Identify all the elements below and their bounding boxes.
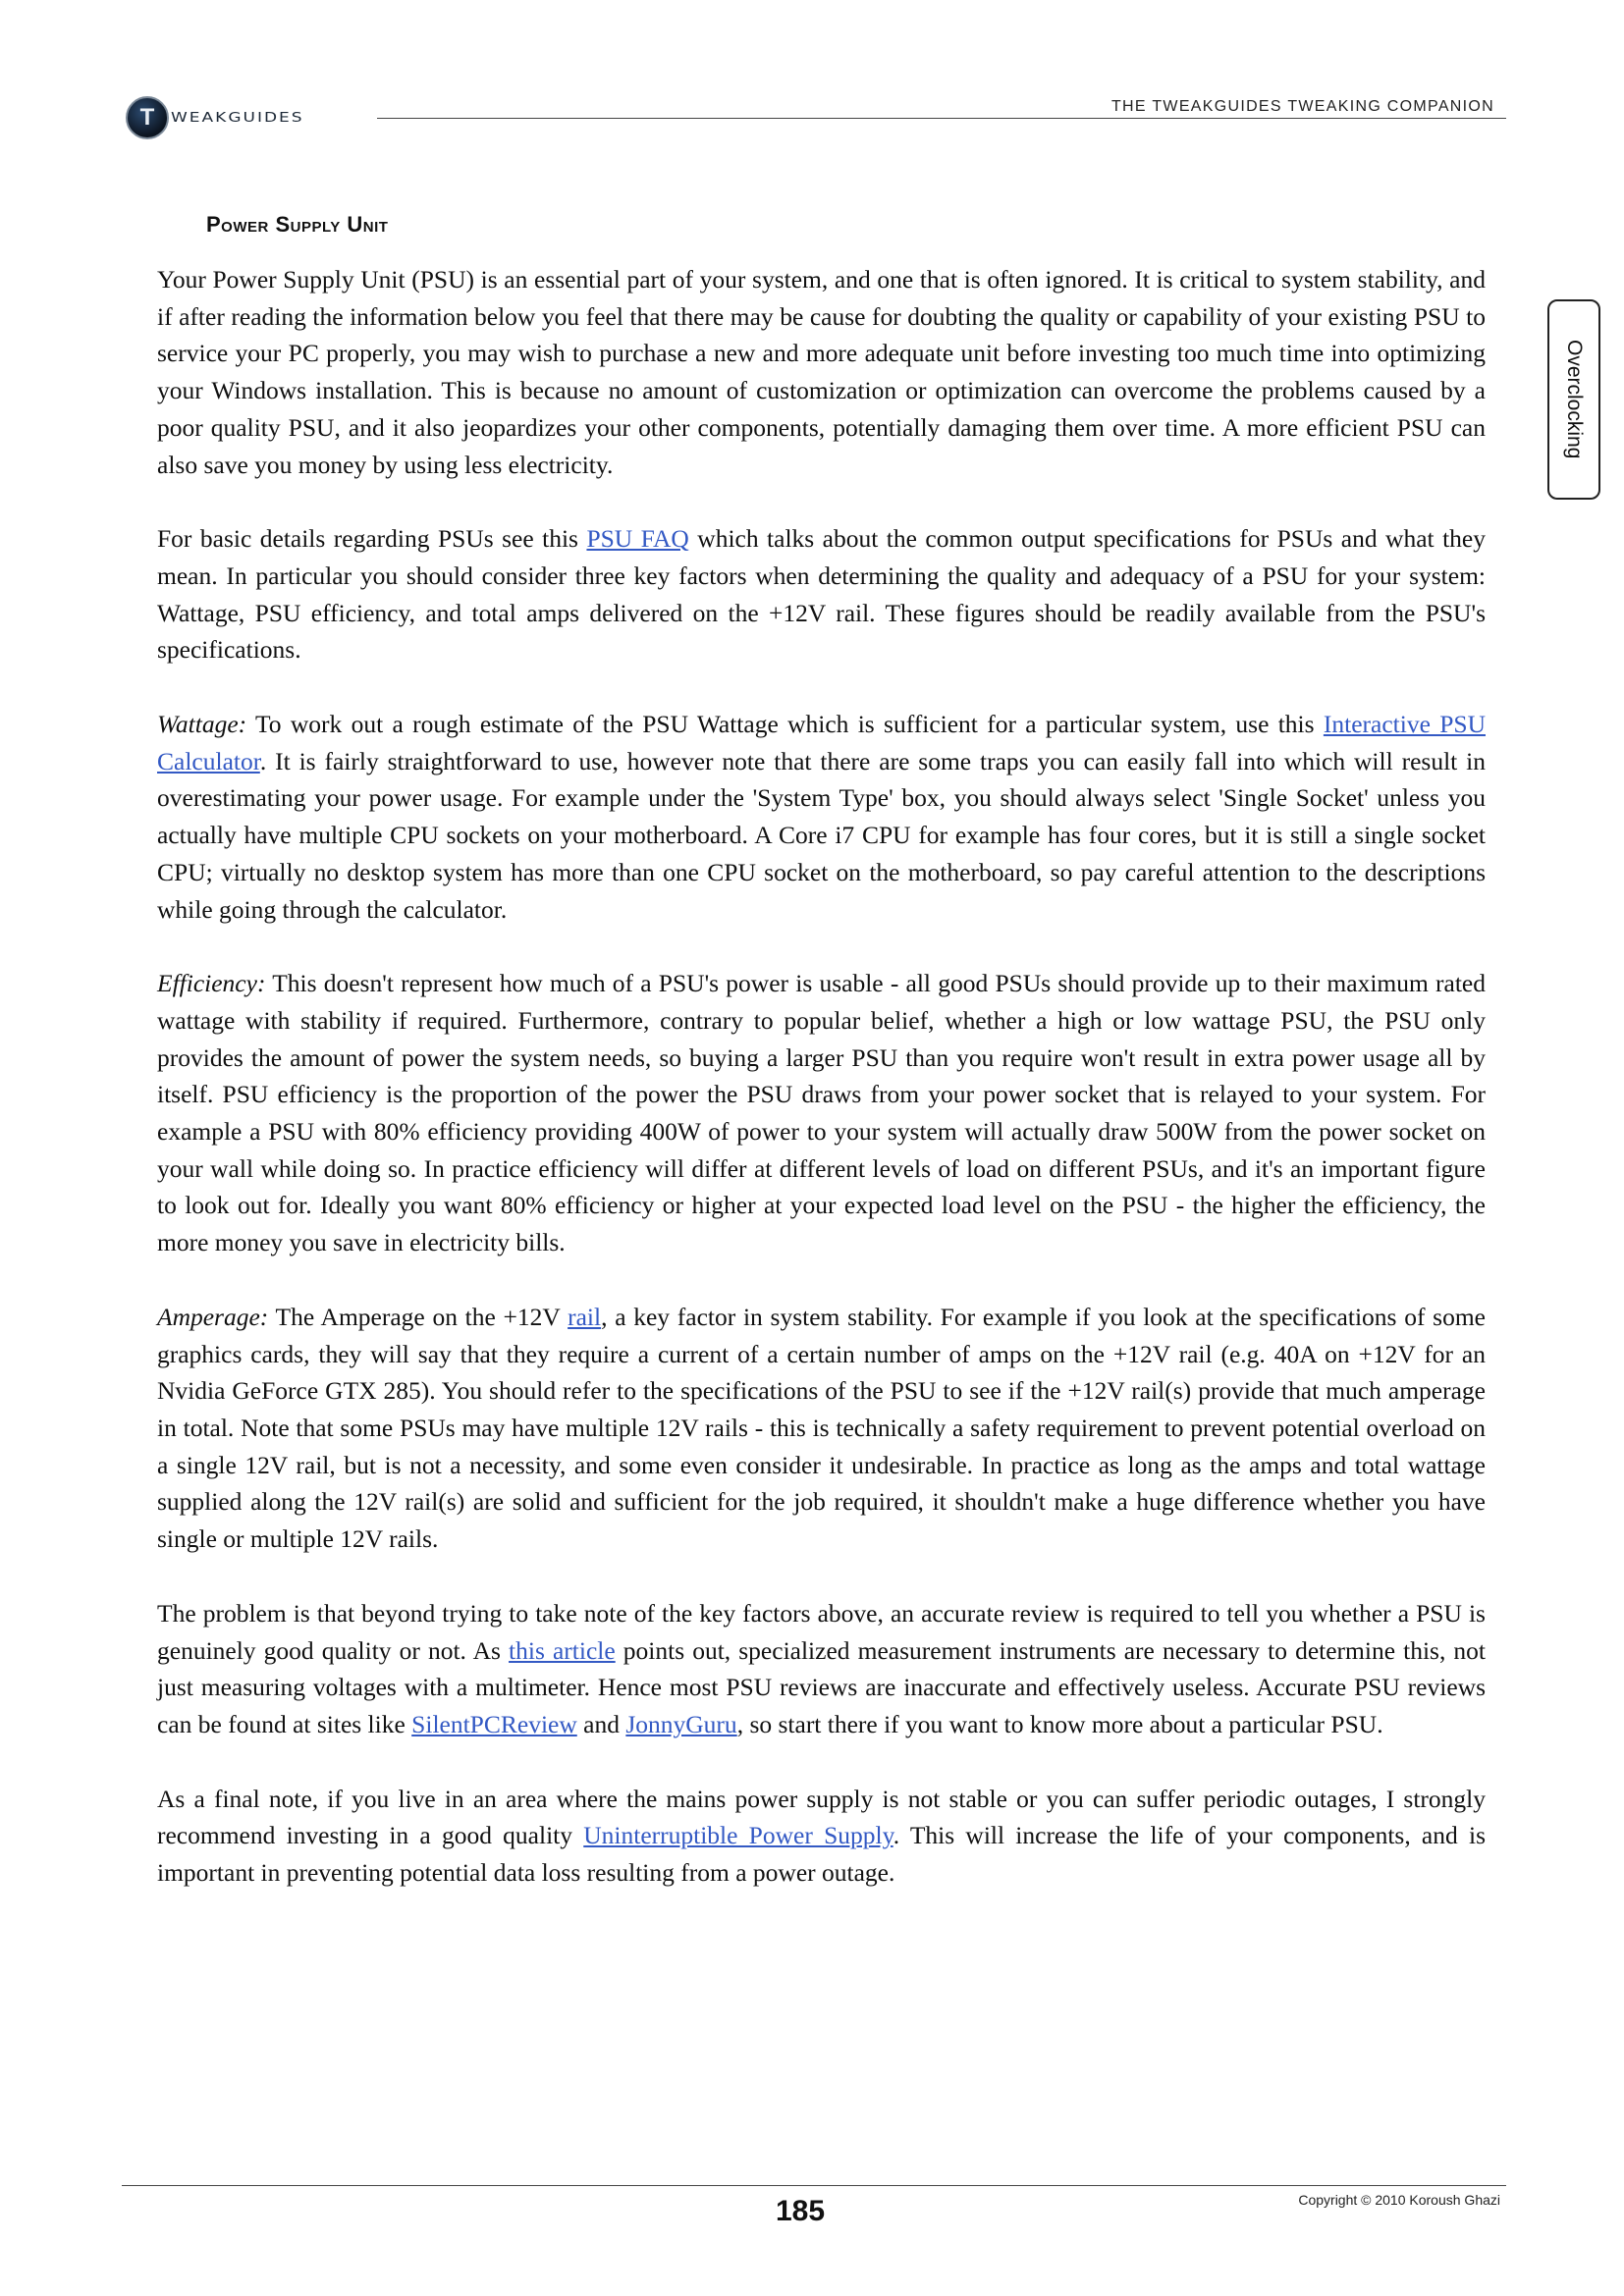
document-title: THE TWEAKGUIDES TWEAKING COMPANION — [1110, 98, 1494, 115]
text-segment: The problem is that beyond trying to take note of the key factors above, an accurate review is required to tell you whether a PSU is genuinely good quality or not. As — [157, 1598, 1486, 1665]
logo-emblem-icon — [126, 96, 169, 139]
psu-faq-link[interactable]: PSU FAQ — [586, 524, 689, 554]
amperage-label: Amperage: — [157, 1302, 269, 1331]
this-article-link[interactable]: this article — [509, 1635, 616, 1665]
text-segment: To work out a rough estimate of the PSU Wattage which is sufficient for a particular system, use this — [246, 710, 1324, 739]
text-segment: , a key factor in system stability. For example if you look at the specifications of some graphics cards, they will say that they require a current of a certain number of amps on the +12V rail (e.g. 40A on +12V for an Nvidia GeForce GTX 285). You should refer to the specifications of the PSU to see if the +12V rail(s) provide that much amperage in total. Note that some PSUs may have multiple 12V rails - this is technically a safety requirement to prevent potential overload on a single 12V rail, but is not a necessity, and some even consider it undesirable. In practice as long as the amps and total wattage supplied along the 12V rail(s) are solid and sufficient for the job required, it shouldn't make a huge difference whether you have single or multiple 12V rails. — [157, 1302, 1486, 1554]
text-segment: , so start there if you want to know more about a particular PSU. — [736, 1709, 1383, 1738]
paragraph-intro: Your Power Supply Unit (PSU) is an essential part of your system, and one that is often ignored. It is critical to system stability, and if after reading the information below you feel that there may be cause for doubting the quality or capability of your existing PSU to service your PC properly, you may wish to purchase a new and more adequate unit before investing too much time into optimizing your Windows installation. This is because no amount of customization or optimization can overcome the problems caused by a poor quality PSU, and it also jeopardizes your other components, potentially damaging them over time. A more efficient PSU can also save you money by using less electricity. — [157, 265, 1486, 479]
rail-link[interactable]: rail — [568, 1302, 602, 1331]
ups-link[interactable]: Uninterruptible Power Supply — [583, 1821, 893, 1850]
text-segment: which talks about the common output specifications for PSUs and what they mean. In particular you should consider three key factors when determining the quality and adequacy of a PSU for your system: Wattage, PSU efficiency, and total amps delivered on the +12V rail. These figures should be readily available from the PSU's specifications. — [157, 524, 1486, 665]
tweakguides-logo — [126, 96, 304, 139]
logo-letter: T — [139, 104, 155, 131]
text-segment: . It is fairly straightforward to use, however note that there are some traps you can easily fall into which will result in overestimating your power usage. For example under the 'System Type' box, you should always select 'Single Socket' unless you actually have multiple CPU sockets on your motherboard. A Core i7 CPU for example has four cores, but it is still a single socket CPU; virtually no desktop system has more than one CPU socket on the motherboard, so pay careful attention to the descriptions while going through the calculator. — [157, 746, 1486, 924]
paragraph-wattage — [157, 706, 1486, 928]
chapter-tab-label: Overclocking — [1563, 340, 1586, 459]
psu-calculator-link[interactable]: Interactive PSU Calculator — [157, 710, 1486, 775]
paragraph-ups — [157, 1781, 1486, 1892]
text-segment: . This will increase the life of your components, and is important in preventing potential data loss resulting from a power outage. — [157, 1821, 1486, 1888]
page-number: 185 — [775, 2195, 826, 2227]
efficiency-label: Efficiency: — [157, 969, 266, 998]
chapter-tab — [1547, 299, 1600, 500]
paragraph-efficiency — [157, 965, 1486, 1261]
text-segment: The Amperage on the +12V — [268, 1302, 568, 1331]
text-segment: and — [576, 1709, 626, 1738]
paragraph-amperage — [157, 1299, 1486, 1558]
text-segment: As a final note, if you live in an area where the mains power supply is not stable or you can suffer periodic outages, I strongly recommend investing in a good quality — [157, 1784, 1486, 1850]
jonnyguru-link[interactable]: JonnyGuru — [625, 1709, 737, 1738]
header-divider — [377, 118, 1506, 119]
copyright-notice: Copyright © 2010 Koroush Ghazi — [1298, 2192, 1500, 2208]
silentpcreview-link[interactable]: SilentPCReview — [411, 1709, 577, 1738]
logo-wordmark: WEAKGUIDES — [171, 110, 304, 126]
text-segment: This doesn't represent how much of a PSU's power is usable - all good PSUs should provide up to their maximum rated wattage with stability if required. Furthermore, contrary to popular belief, whether a high or low wattage PSU, the PSU only provides the amount of power the system needs, so buying a larger PSU than you require won't result in extra power usage all by itself. PSU efficiency is the proportion of the power the PSU draws from your power socket that is relayed to your system. For example a PSU with 80% efficiency providing 400W of power to your system will actually draw 500W from the power socket on your wall while doing so. In practice efficiency will differ at different levels of load on different PSUs, and it's an important figure to look out for. Ideally you want 80% efficiency or higher at your expected load level on the PSU - the higher the efficiency, the more money you save in electricity bills. — [157, 969, 1486, 1257]
section-heading: Power Supply Unit — [206, 212, 389, 237]
paragraph-reviews — [157, 1595, 1486, 1743]
footer-divider — [122, 2185, 1506, 2186]
text-segment: For basic details regarding PSUs see this — [157, 524, 587, 554]
paragraph-psu-factors — [157, 520, 1486, 668]
article-body — [157, 261, 1486, 1929]
text-segment: points out, specialized measurement instruments are necessary to determine this, not just measuring voltages with a multimeter. Hence most PSU reviews are inaccurate and effectively useless. Accurate PSU reviews can be found at sites like — [157, 1635, 1486, 1738]
wattage-label: Wattage: — [157, 710, 247, 739]
